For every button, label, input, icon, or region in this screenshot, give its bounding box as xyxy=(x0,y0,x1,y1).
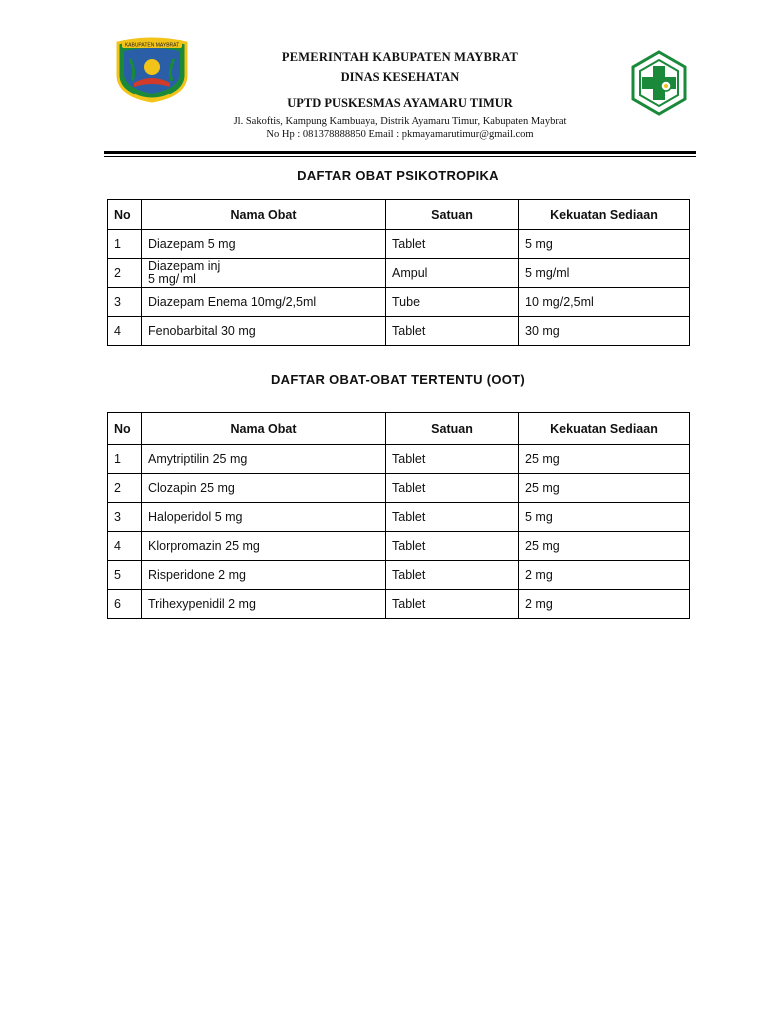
table-header-row xyxy=(108,200,690,230)
header-no: No xyxy=(108,413,142,445)
department-name: DINAS KESEHATAN xyxy=(340,70,460,84)
cell-no: 4 xyxy=(108,317,142,346)
address: Jl. Sakoftis, Kampung Kambuaya, Distrik Ayamaru Timur, Kabupaten Maybrat xyxy=(233,116,567,127)
cell-kekuatan-sediaan: 25 mg xyxy=(519,445,690,474)
cell-kekuatan-sediaan: 2 mg xyxy=(519,590,690,619)
psikotropika-table xyxy=(107,199,690,346)
table-row xyxy=(108,259,690,288)
table-row xyxy=(108,317,690,346)
cell-nama-obat: Diazepam Enema 10mg/2,5ml xyxy=(142,288,386,317)
cell-nama-obat: Diazepam inj 5 mg/ ml xyxy=(142,259,386,288)
cell-kekuatan-sediaan: 2 mg xyxy=(519,561,690,590)
cell-nama-obat: Amytriptilin 25 mg xyxy=(142,445,386,474)
cell-kekuatan-sediaan: 25 mg xyxy=(519,532,690,561)
header-satuan: Satuan xyxy=(386,200,519,230)
cell-nama-obat: Diazepam 5 mg xyxy=(142,230,386,259)
government-name: PEMERINTAH KABUPATEN MAYBRAT xyxy=(281,50,519,64)
table1-title: DAFTAR OBAT PSIKOTROPIKA xyxy=(297,168,499,183)
cell-kekuatan-sediaan: 5 mg/ml xyxy=(519,259,690,288)
header-kekuatan-sediaan: Kekuatan Sediaan xyxy=(519,413,690,445)
letterhead xyxy=(0,0,768,160)
cell-no: 2 xyxy=(108,474,142,503)
cell-satuan: Tablet xyxy=(386,590,519,619)
table-row xyxy=(108,503,690,532)
cell-nama-obat: Risperidone 2 mg xyxy=(142,561,386,590)
table-row xyxy=(108,288,690,317)
cell-satuan: Ampul xyxy=(386,259,519,288)
cell-kekuatan-sediaan: 5 mg xyxy=(519,230,690,259)
table-row xyxy=(108,474,690,503)
table-row xyxy=(108,532,690,561)
cell-nama-obat: Fenobarbital 30 mg xyxy=(142,317,386,346)
cell-nama-obat: Clozapin 25 mg xyxy=(142,474,386,503)
header-no: No xyxy=(108,200,142,230)
table2-title: DAFTAR OBAT-OBAT TERTENTU (OOT) xyxy=(270,372,526,387)
cell-no: 2 xyxy=(108,259,142,288)
table-header-row xyxy=(108,413,690,445)
header-nama-obat: Nama Obat xyxy=(142,200,386,230)
cell-satuan: Tablet xyxy=(386,503,519,532)
cell-satuan: Tablet xyxy=(386,532,519,561)
header-satuan: Satuan xyxy=(386,413,519,445)
cell-kekuatan-sediaan: 10 mg/2,5ml xyxy=(519,288,690,317)
kabupaten-maybrat-logo xyxy=(112,37,192,103)
puskesmas-cross-icon xyxy=(630,50,688,116)
header-kekuatan-sediaan: Kekuatan Sediaan xyxy=(519,200,690,230)
letterhead-text xyxy=(190,50,610,141)
cell-no: 1 xyxy=(108,445,142,474)
cell-no: 4 xyxy=(108,532,142,561)
oot-table xyxy=(107,412,690,619)
letterhead-rule-thin xyxy=(104,156,696,157)
table-row xyxy=(108,230,690,259)
cell-no: 3 xyxy=(108,503,142,532)
cell-no: 5 xyxy=(108,561,142,590)
cell-kekuatan-sediaan: 25 mg xyxy=(519,474,690,503)
table-row xyxy=(108,590,690,619)
table-row xyxy=(108,561,690,590)
cell-no: 1 xyxy=(108,230,142,259)
table-row xyxy=(108,445,690,474)
cell-satuan: Tablet xyxy=(386,445,519,474)
cell-satuan: Tablet xyxy=(386,561,519,590)
cell-nama-obat: Klorpromazin 25 mg xyxy=(142,532,386,561)
institution-name: UPTD PUSKESMAS AYAMARU TIMUR xyxy=(287,96,513,110)
cell-nama-obat: Haloperidol 5 mg xyxy=(142,503,386,532)
contact-info: No Hp : 081378888850 Email : pkmayamarutimur@gmail.com xyxy=(266,129,534,140)
cell-no: 3 xyxy=(108,288,142,317)
cell-kekuatan-sediaan: 30 mg xyxy=(519,317,690,346)
cell-satuan: Tube xyxy=(386,288,519,317)
cell-satuan: Tablet xyxy=(386,474,519,503)
letterhead-rule-thick xyxy=(104,151,696,154)
logo-left-text: KABUPATEN MAYBRAT xyxy=(124,42,180,49)
cell-satuan: Tablet xyxy=(386,317,519,346)
cell-no: 6 xyxy=(108,590,142,619)
cell-nama-obat: Trihexypenidil 2 mg xyxy=(142,590,386,619)
cell-satuan: Tablet xyxy=(386,230,519,259)
cell-kekuatan-sediaan: 5 mg xyxy=(519,503,690,532)
header-nama-obat: Nama Obat xyxy=(142,413,386,445)
